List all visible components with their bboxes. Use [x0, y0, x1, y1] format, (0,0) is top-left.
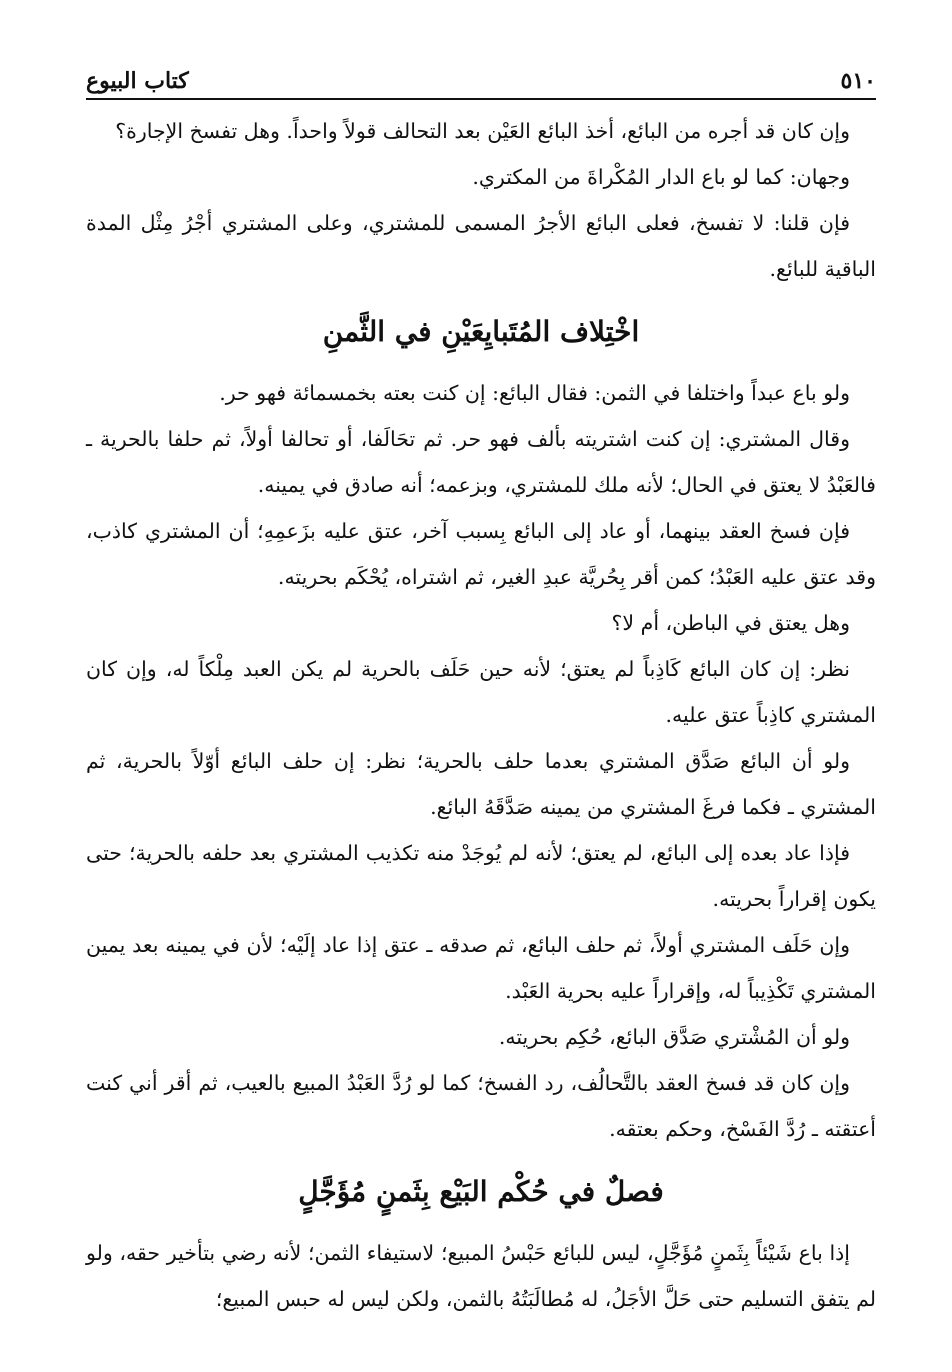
page-header — [86, 58, 876, 100]
paragraph: وجهان: كما لو باع الدار المُكْراةَ من المكتري. — [472, 165, 850, 189]
paragraph: فإذا عاد بعده إلى البائع، لم يعتق؛ لأنه لم يُوجَدْ منه تكذيب المشتري بعد حلفه بالحرية؛ حتى يكون إقراراً بحريته. — [86, 841, 876, 911]
paragraph: وإن كان قد أجره من البائع، أخذ البائع العَيْن بعد التحالف قولاً واحداً. وهل تفسخ الإجارة؟ — [115, 119, 850, 143]
paragraph: نظر: إن كان البائع كَاذِباً لم يعتق؛ لأنه حين حَلَف بالحرية لم يكن العبد مِلْكاً له، وإن كان المشتري كاذِباً عتق عليه. — [86, 657, 876, 727]
paragraph: ولو أن البائع صَدَّق المشتري بعدما حلف بالحرية؛ نظر: إن حلف البائع أوّلاً بالحرية، ثم المشتري ـ فكما فرغَ المشتري من يمينه صَدَّقَهُ البائع. — [86, 749, 876, 819]
page-number: ٥١٠ — [840, 68, 876, 94]
section-heading: فصلٌ في حُكْم البَيْع بِثَمنٍ مُؤَجَّلٍ — [298, 1175, 664, 1208]
section-heading: اخْتِلاف المُتَبايِعَيْنِ في الثَّمنِ — [322, 315, 640, 348]
paragraph: ولو أن المُشْتري صَدَّق البائع، حُكِم بحريته. — [498, 1025, 850, 1049]
book-title: كتاب البيوع — [86, 68, 189, 94]
paragraph: فإن قلنا: لا تفسخ، فعلى البائع الأجرُ المسمى للمشتري، وعلى المشتري أجْرُ مِثْل المدة الباقية للبائع. — [86, 211, 876, 281]
page — [86, 58, 876, 1348]
paragraph: إذا باع شَيْئاً بِثَمنٍ مُؤَجَّلٍ، ليس للبائع حَبْسُ المبيع؛ لاستيفاء الثمن؛ لأنه رضي بتأخير حقه، ولو لم يتفق التسليم حتى حَلَّ الأجَلُ، له مُطالَبَتُهُ بالثمن، ولكن ليس له حبس المبيع؛ — [86, 1241, 876, 1311]
paragraph: ولو باع عبداً واختلفا في الثمن: فقال البائع: إن كنت بعته بخمسمائة فهو حر. — [219, 381, 850, 405]
paragraph: وقال المشتري: إن كنت اشتريته بألف فهو حر. ثم تحَالَفا، أو تحالفا أولاً، ثم حلفا بالحرية ـ فالعَبْدُ لا يعتق في الحال؛ لأنه ملك للمشتري، وبزعمه؛ أنه صادق في يمينه. — [86, 427, 876, 497]
paragraph: وهل يعتق في الباطن، أم لا؟ — [611, 611, 850, 635]
paragraph: وإن حَلَف المشتري أولاً، ثم حلف البائع، ثم صدقه ـ عتق إذا عاد إلَيْه؛ لأن في يمينه بعد يمين المشتري تَكْذِيباً له، وإقراراً عليه بحرية العَبْد. — [86, 933, 876, 1003]
paragraph: فإن فسخ العقد بينهما، أو عاد إلى البائع بِسبب آخر، عتق عليه بزَعمِهِ؛ أن المشتري كاذب، وقد عتق عليه العَبْدُ؛ كمن أقر بِحُريَّة عبدِ الغير، ثم اشتراه، يُحْكَم بحريته. — [86, 519, 876, 589]
paragraph: وإن كان قد فسخ العقد بالتَّحالُف، رد الفسخ؛ كما لو رُدَّ العَبْدُ المبيع بالعيب، ثم أقر أني كنت أعتقته ـ رُدَّ الفَسْخ، وحكم بعتقه. — [86, 1071, 876, 1141]
